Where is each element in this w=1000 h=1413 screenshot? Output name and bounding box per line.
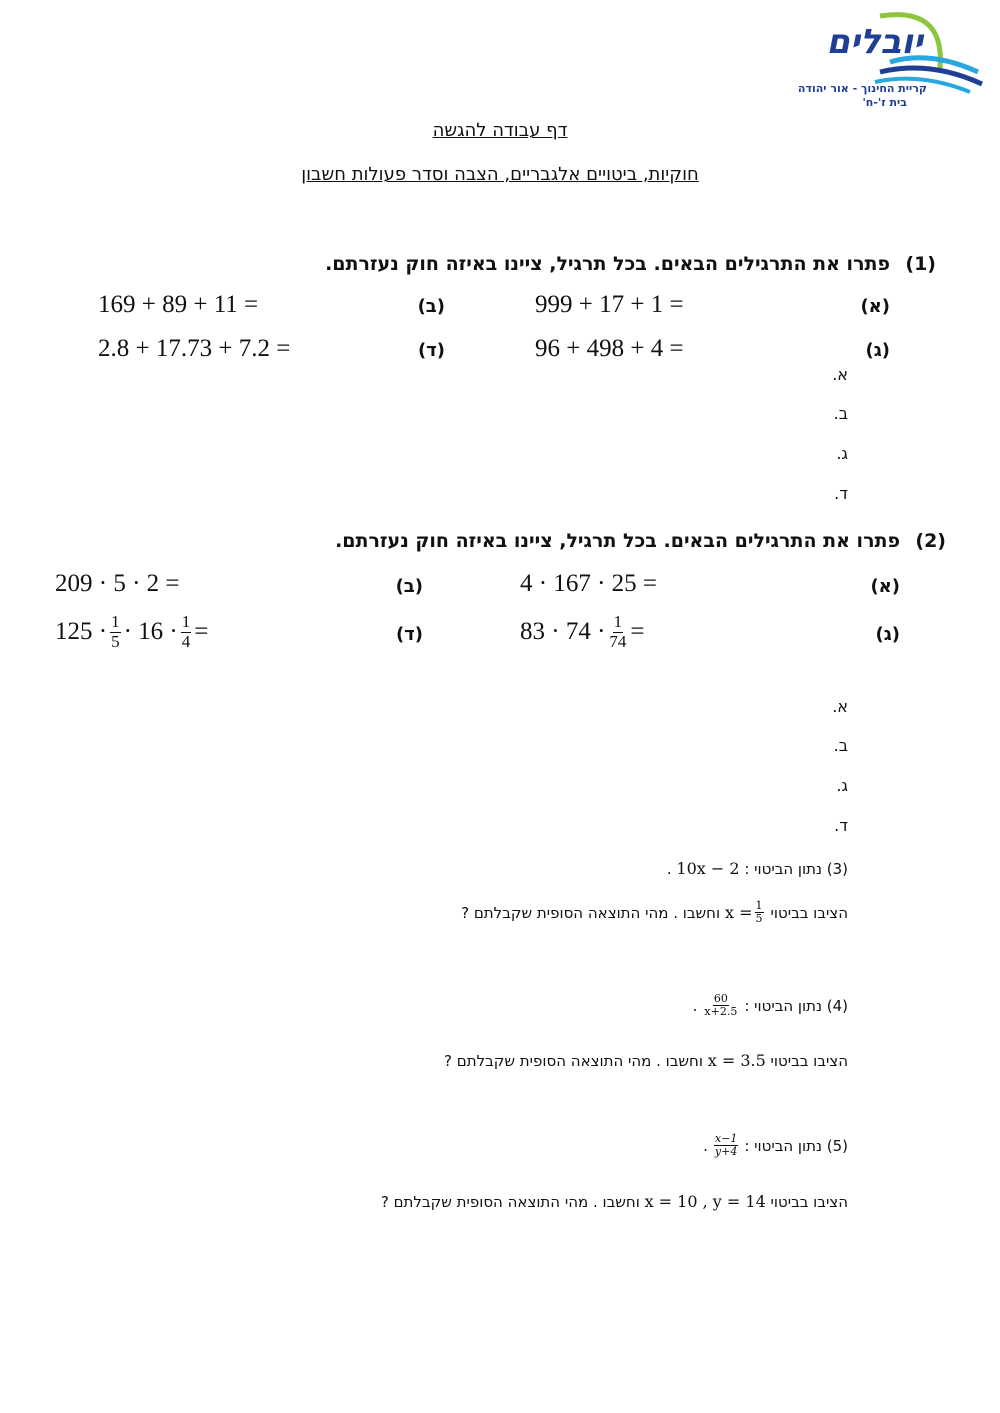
q4-sub-value: x = 3.5 <box>707 1051 766 1070</box>
q1-answer-b: ב. <box>833 404 848 423</box>
q1-expr-c: 96 + 498 + 4 = <box>535 335 684 362</box>
q3-sub-pre: הציבו בביטוי <box>770 903 848 922</box>
q5-intro-line: (5) נתון הביטוי : $\frac{x-1}{y+4}$ . <box>703 1132 848 1159</box>
q1-answer-a: א. <box>832 365 848 384</box>
q5-intro: (5) נתון הביטוי : <box>744 1136 848 1155</box>
q5-sub-post: וחשבו . מהי התוצאה הסופית שקבלתם ? <box>380 1193 640 1211</box>
q2-expr-d-part1: 125 · <box>55 618 108 646</box>
q4-intro: (4) נתון הביטוי : <box>744 996 848 1015</box>
q2-expr-c-num: 1 <box>613 612 623 631</box>
q1-label-d: (ד) <box>417 340 445 361</box>
q2-expr-c <box>520 613 645 651</box>
q1-expr-a: 999 + 17 + 1 = <box>535 291 684 318</box>
q3-intro-line: (3) נתון הביטוי : 10x − 2 . <box>666 859 848 878</box>
q4-substitution-line <box>444 1051 848 1070</box>
q1-label-b: (ב) <box>417 296 445 317</box>
q1-instruction: פתרו את התרגילים הבאים. בכל תרגיל, ציינו באיזה חוק נעזרתם. <box>325 253 890 275</box>
q3-sub-var: x = <box>725 903 753 923</box>
q3-substitution-line <box>461 900 848 925</box>
logo <box>770 8 985 113</box>
logo-brand: יובלים <box>826 22 923 62</box>
q1-expr-b: 169 + 89 + 11 = <box>98 291 259 318</box>
q4-fraction <box>703 993 738 1018</box>
q5-frac-num: x−1 <box>714 1132 738 1145</box>
q1-number: (1) <box>905 253 936 275</box>
page-subtitle: חוקיות, ביטויים אלגבריים, הצבה וסדר פעולות חשבון <box>301 164 699 185</box>
q2-expr-d-fraction1 <box>110 613 121 651</box>
page-title: דף עבודה להגשה <box>432 120 568 141</box>
q3-frac-den: 5 <box>755 912 763 926</box>
q4-sub-pre: הציבו בביטוי <box>770 1052 848 1070</box>
q3-sub-value <box>725 900 766 925</box>
q2-expr-d <box>55 613 208 651</box>
q4-sub-post: וחשבו . מהי התוצאה הסופית שקבלתם ? <box>444 1052 703 1070</box>
q2-answer-d: ד. <box>834 816 848 835</box>
q5-fraction <box>714 1133 738 1158</box>
q3-sub-post: וחשבו . מהי התוצאה הסופית שקבלתם ? <box>461 903 721 922</box>
q2-label-b: (ב) <box>395 576 423 597</box>
q2-expr-c-part2: = <box>630 618 645 646</box>
q3-frac-num: 1 <box>755 899 763 912</box>
q1-label-a: (א) <box>860 296 890 317</box>
q2-expr-a: 4 · 167 · 25 = <box>520 570 657 597</box>
q2-expr-c-fraction <box>608 613 627 651</box>
q2-label-c: (ג) <box>875 624 900 645</box>
q2-answer-c: ג. <box>836 776 848 795</box>
q3-fraction <box>755 900 764 925</box>
logo-line1: קריית החינוך - אור יהודה <box>797 82 927 95</box>
q2-expr-c-part1: 83 · 74 · <box>520 618 606 646</box>
q2-answer-a: א. <box>832 697 848 716</box>
logo-line2: בית ז'-ח' <box>862 96 907 109</box>
q2-instruction: פתרו את התרגילים הבאים. בכל תרגיל, ציינו באיזה חוק נעזרתם. <box>335 530 900 552</box>
q2-expr-d-f2-num: 1 <box>181 612 191 631</box>
q1-answer-c: ג. <box>836 444 848 463</box>
q2-expr-b: 209 · 5 · 2 = <box>55 570 180 597</box>
q2-expr-d-fraction2 <box>181 613 192 651</box>
q1-answer-d: ד. <box>834 484 848 503</box>
q2-expr-d-middle: · 16 · <box>123 618 178 646</box>
q3-expression: 10x − 2 <box>676 859 740 878</box>
q5-frac-den: y+4 <box>714 1145 738 1159</box>
q1-expr-d: 2.8 + 17.73 + 7.2 = <box>98 335 291 362</box>
q5-sub-pre: הציבו בביטוי <box>770 1193 848 1211</box>
q5-sub-value: x = 10 , y = 14 <box>644 1192 766 1211</box>
q2-expr-d-f1-den: 5 <box>111 631 120 651</box>
q2-expr-d-f2-den: 4 <box>181 631 191 651</box>
q4-frac-num: 60 <box>713 992 728 1005</box>
q1-label-c: (ג) <box>865 340 890 361</box>
q3-intro: (3) נתון הביטוי : <box>744 860 848 878</box>
q2-expr-d-part2: = <box>194 618 209 646</box>
q4-intro-line: (4) נתון הביטוי : $\frac{60}{x+2.5}$ . <box>692 992 848 1019</box>
q2-expr-d-f1-num: 1 <box>111 612 120 631</box>
q4-frac-den: x+2.5 <box>704 1005 738 1019</box>
q5-substitution-line <box>381 1192 848 1211</box>
q2-expr-c-den: 74 <box>609 631 627 651</box>
q2-number: (2) <box>915 530 946 552</box>
q2-answer-b: ב. <box>833 736 848 755</box>
q2-label-a: (א) <box>870 576 900 597</box>
q2-label-d: (ד) <box>395 624 423 645</box>
